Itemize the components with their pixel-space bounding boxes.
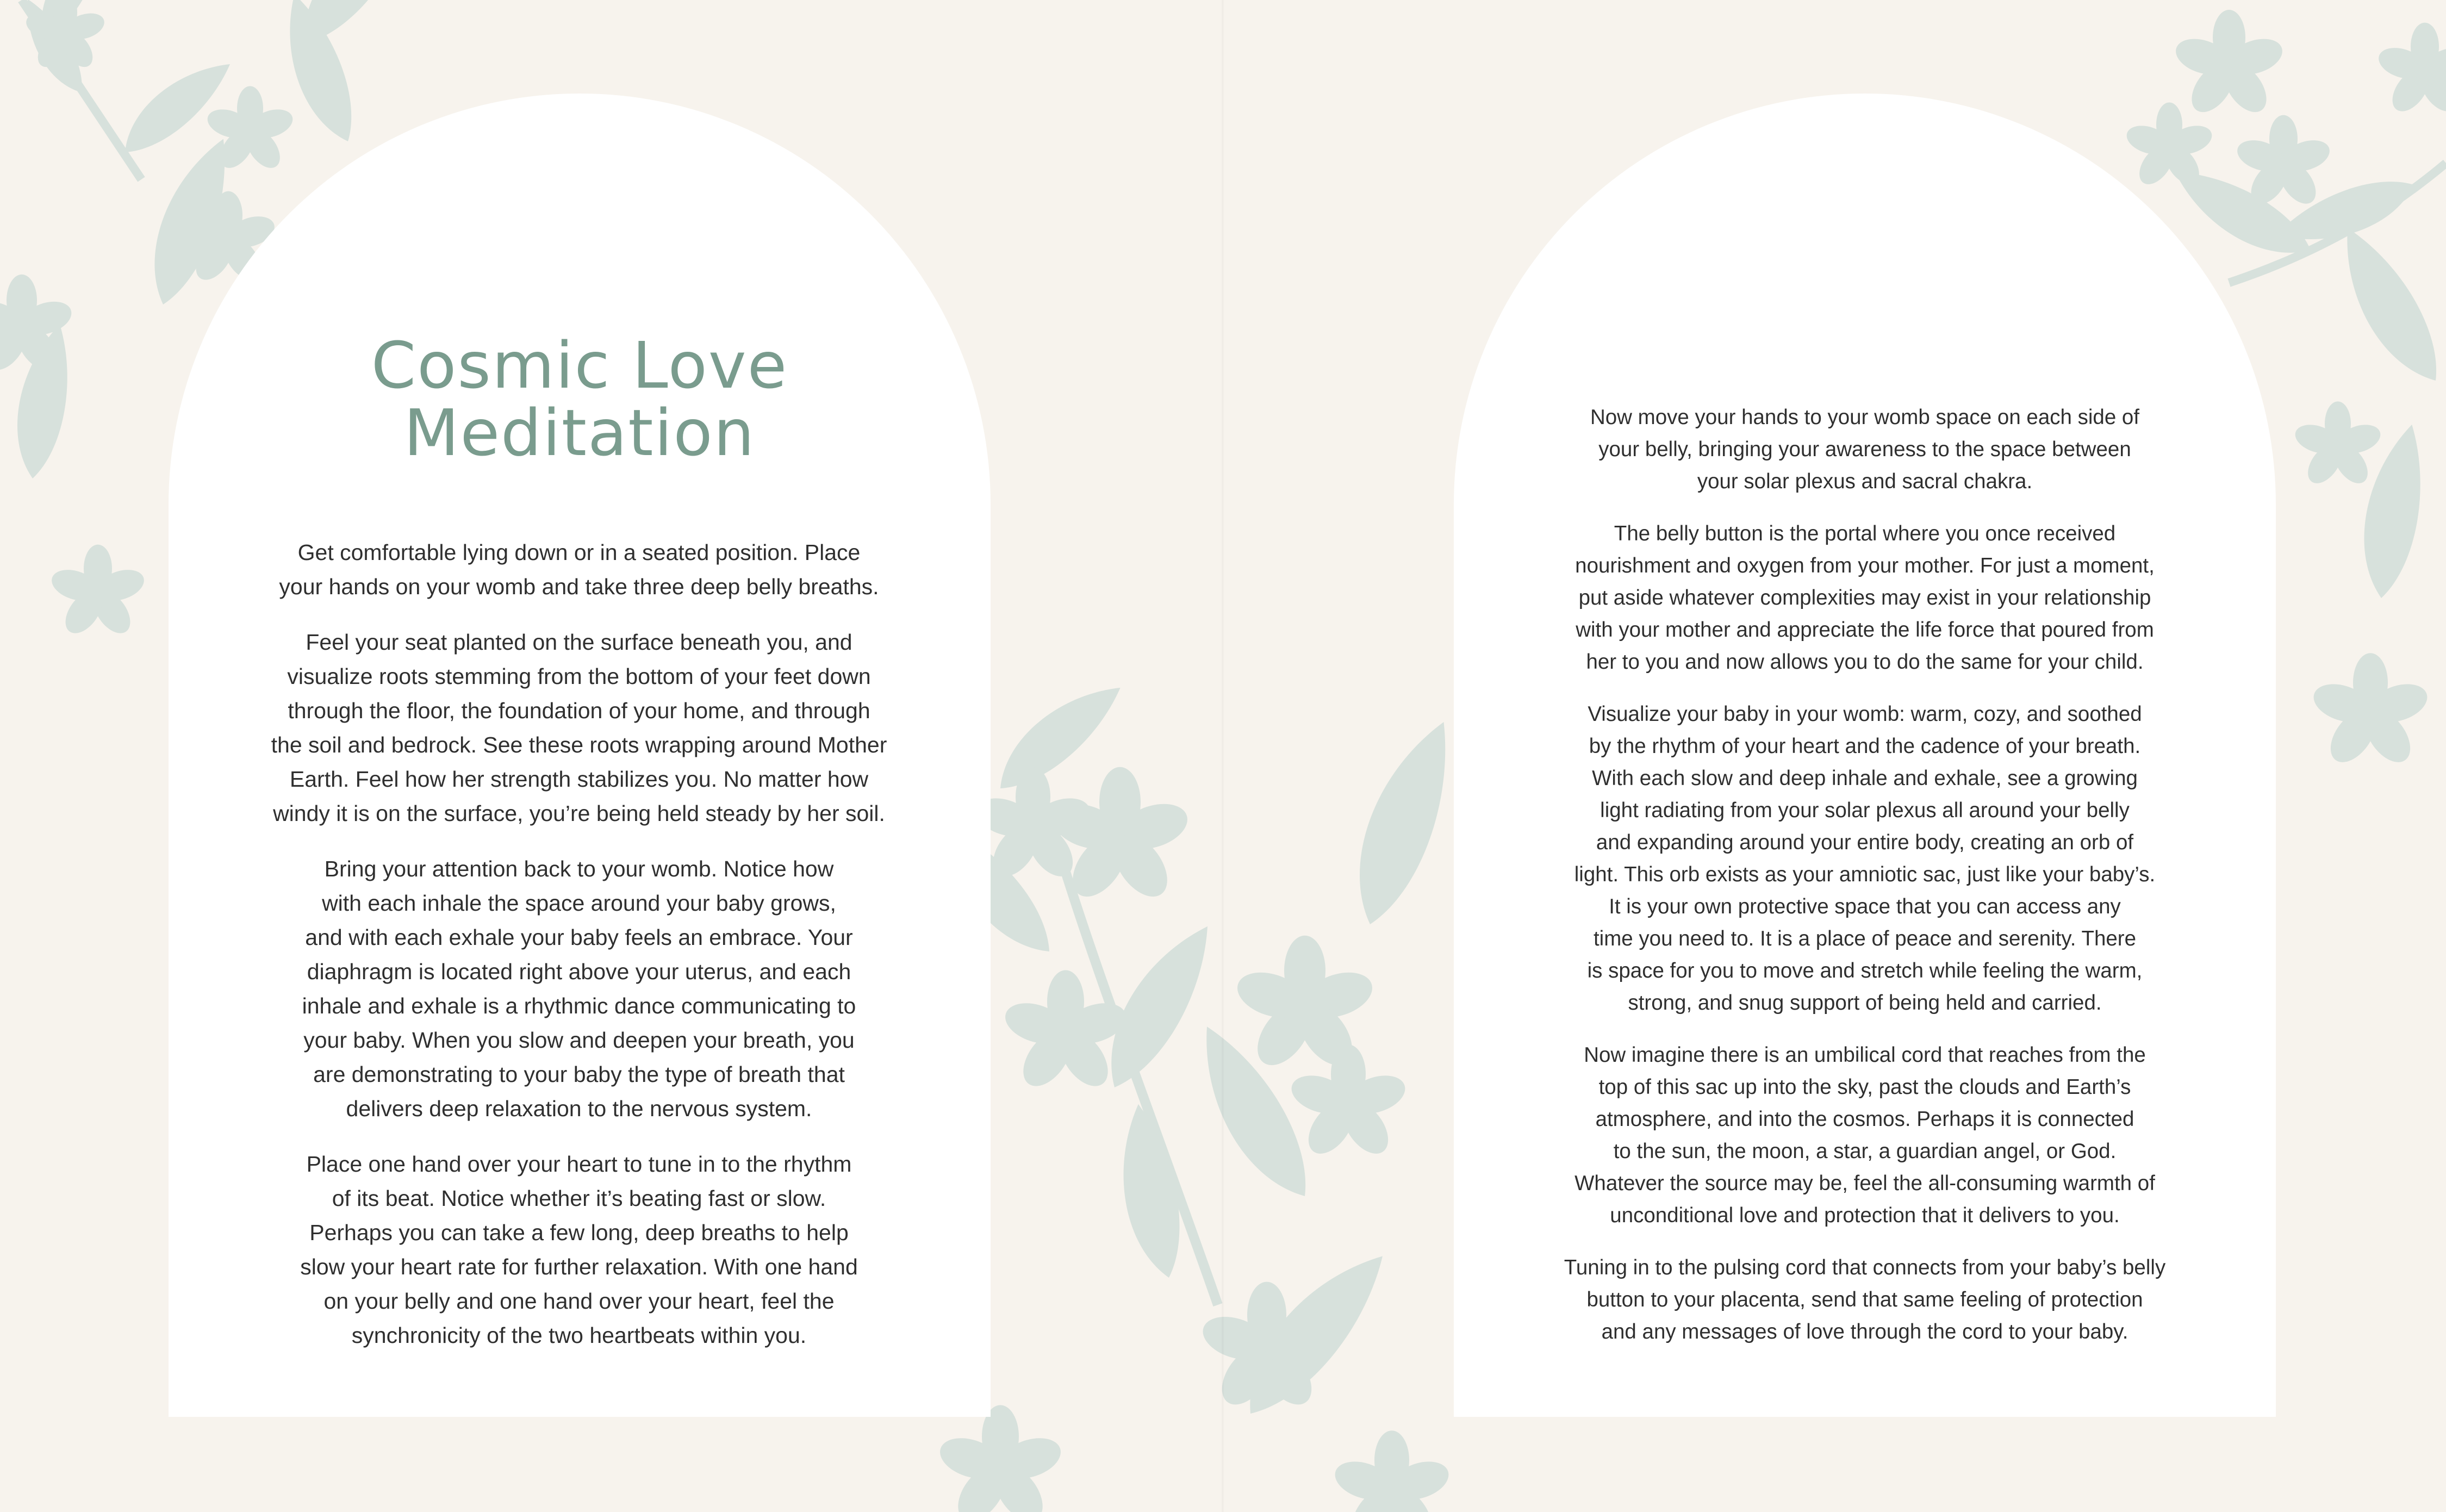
text-line: inhale and exhale is a rhythmic dance communicating to	[302, 993, 856, 1018]
text-line: It is your own protective space that you can access any	[1609, 895, 2121, 918]
text-line: put aside whatever complexities may exist in your relationship	[1578, 586, 2151, 609]
title-line: Cosmic Love	[371, 328, 788, 403]
paragraph	[228, 625, 930, 831]
text-line: Earth. Feel how her strength stabilizes you. No matter how	[289, 767, 869, 792]
text-line: the soil and bedrock. See these roots wrapping around Mother	[271, 732, 887, 757]
text-line: Get comfortable lying down or in a seated position. Place	[297, 540, 861, 565]
text-line: strong, and snug support of being held and carried.	[1628, 991, 2102, 1015]
text-line: light. This orb exists as your amniotic sac, just like your baby’s.	[1574, 863, 2156, 886]
paragraph	[1517, 698, 2213, 1019]
text-line: Whatever the source may be, feel the all-consuming warmth of	[1574, 1172, 2155, 1195]
text-line: by the rhythm of your heart and the cadence of your breath.	[1589, 735, 2141, 758]
text-line: your hands on your womb and take three deep belly breaths.	[279, 574, 879, 599]
text-line: and any messages of love through the cord to your baby.	[1601, 1320, 2128, 1343]
text-line: are demonstrating to your baby the type of breath that	[313, 1062, 845, 1087]
text-line: The belly button is the portal where you once received	[1614, 522, 2116, 545]
text-line: your solar plexus and sacral chakra.	[1697, 470, 2033, 493]
paragraph	[228, 1147, 930, 1353]
text-line: diaphragm is located right above your uterus, and each	[307, 959, 851, 984]
text-line: Feel your seat planted on the surface beneath you, and	[306, 630, 852, 655]
text-line: With each slow and deep inhale and exhale, see a growing	[1592, 767, 2138, 790]
text-line: button to your placenta, send that same feeling of protection	[1586, 1288, 2143, 1311]
title-line: Meditation	[403, 395, 756, 470]
text-line: Tuning in to the pulsing cord that connects from your baby’s belly	[1564, 1256, 2166, 1279]
paragraph	[1517, 1252, 2213, 1348]
text-line: Now imagine there is an umbilical cord that reaches from the	[1584, 1043, 2146, 1067]
foliage-center	[921, 668, 1469, 1512]
text-line: through the floor, the foundation of your home, and through	[288, 698, 870, 723]
text-line: your belly, bringing your awareness to the space between	[1598, 438, 2131, 461]
right-body-text	[1517, 401, 2213, 1368]
text-line: slow your heart rate for further relaxation. With one hand	[300, 1254, 858, 1279]
left-body-text	[228, 536, 930, 1374]
paragraph	[1517, 401, 2213, 497]
text-line: her to you and now allows you to do the same for your child.	[1586, 650, 2144, 674]
text-line: synchronicity of the two heartbeats within you.	[351, 1323, 807, 1348]
paragraph	[1517, 518, 2213, 678]
text-line: top of this sac up into the sky, past the clouds and Earth’s	[1598, 1075, 2131, 1099]
text-line: is space for you to move and stretch while feeling the warm,	[1587, 959, 2143, 982]
text-line: visualize roots stemming from the bottom of your feet down	[287, 664, 871, 689]
text-line: unconditional love and protection that it delivers to you.	[1610, 1204, 2120, 1227]
text-line: delivers deep relaxation to the nervous system.	[346, 1096, 812, 1121]
text-line: light radiating from your solar plexus all around your belly	[1600, 799, 2130, 822]
text-line: Now move your hands to your womb space on each side of	[1590, 406, 2140, 429]
page-title	[169, 328, 991, 470]
page-gutter	[1221, 0, 1224, 1512]
text-line: and with each exhale your baby feels an embrace. Your	[305, 925, 853, 950]
text-line: of its beat. Notice whether it’s beating fast or slow.	[332, 1186, 826, 1211]
paragraph	[228, 852, 930, 1126]
text-line: nourishment and oxygen from your mother. For just a moment,	[1575, 554, 2155, 577]
text-line: atmosphere, and into the cosmos. Perhaps it is connected	[1595, 1107, 2134, 1131]
text-line: Place one hand over your heart to tune in to the rhythm	[306, 1152, 852, 1177]
text-line: and expanding around your entire body, creating an orb of	[1596, 831, 2134, 854]
text-line: to the sun, the moon, a star, a guardian angel, or God.	[1613, 1140, 2117, 1163]
text-line: your baby. When you slow and deepen your breath, you	[303, 1028, 855, 1053]
text-line: Visualize your baby in your womb: warm, cozy, and soothed	[1588, 702, 2142, 726]
paragraph	[228, 536, 930, 604]
text-line: Perhaps you can take a few long, deep breaths to help	[309, 1220, 849, 1245]
text-line: time you need to. It is a place of peace and serenity. There	[1593, 927, 2137, 950]
text-line: windy it is on the surface, you’re being held steady by her soil.	[273, 801, 885, 826]
text-line: with each inhale the space around your baby grows,	[322, 891, 836, 916]
text-line: Bring your attention back to your womb. Notice how	[324, 856, 834, 881]
paragraph	[1517, 1039, 2213, 1231]
text-line: with your mother and appreciate the life force that poured from	[1576, 618, 2154, 642]
text-line: on your belly and one hand over your heart, feel the	[323, 1289, 835, 1314]
